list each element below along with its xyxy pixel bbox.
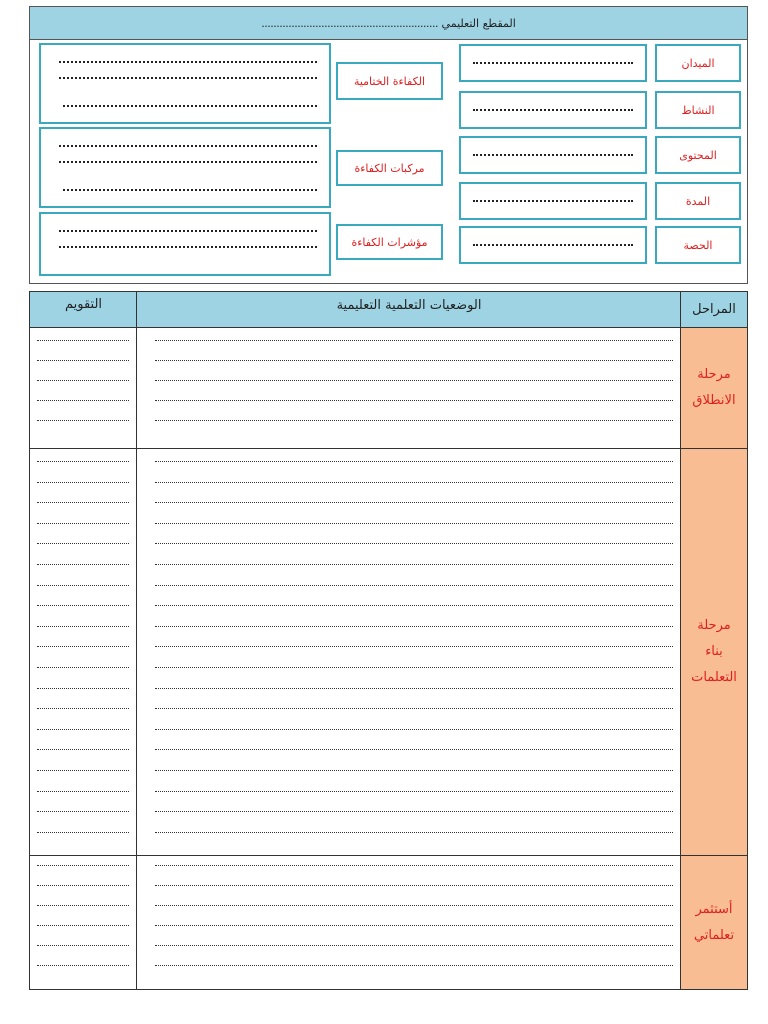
build-situations-area[interactable] [155,449,673,855]
header-evaluation: التقويم [64,296,103,312]
writing-line [155,400,673,401]
header-title-label: المقطع التعليمي [441,17,516,30]
competency-label-final: الكفاءة الختامية [336,62,443,100]
invest-situations-area[interactable] [155,856,673,989]
field-value-session[interactable] [459,226,647,264]
writing-line [37,585,129,586]
writing-line [155,865,673,866]
field-label-activity: النشاط [655,91,741,129]
writing-line [155,482,673,483]
header-title [30,7,747,40]
writing-line [155,564,673,565]
writing-line [155,626,673,627]
field-value-domain[interactable] [459,44,647,82]
writing-line [37,729,129,730]
writing-line [37,770,129,771]
stage-invest-learning: أستثمر تعلماتي [681,856,747,989]
writing-line [37,543,129,544]
writing-line [155,585,673,586]
writing-line [155,770,673,771]
writing-line [37,865,129,866]
header-title-dots: ........................................................... [261,17,439,30]
writing-line [155,420,673,421]
field-label-content: المحتوى [655,136,741,174]
writing-line [37,708,129,709]
writing-line [37,482,129,483]
writing-line [155,340,673,341]
writing-line [37,523,129,524]
competency-value-indicators[interactable] [39,212,331,276]
field-label-session: الحصة [655,226,741,264]
writing-line [37,667,129,668]
writing-line [155,885,673,886]
writing-line [37,400,129,401]
writing-line [37,564,129,565]
field-value-duration[interactable] [459,182,647,220]
writing-line [155,905,673,906]
header-stages: المراحل [692,302,736,317]
field-label-domain: الميدان [655,44,741,82]
writing-line [37,811,129,812]
writing-line [155,646,673,647]
writing-line [37,646,129,647]
writing-line [37,380,129,381]
writing-line [155,523,673,524]
writing-line [37,905,129,906]
invest-evaluation-area[interactable] [37,856,129,989]
writing-line [37,626,129,627]
field-label-duration: المدة [655,182,741,220]
writing-line [155,965,673,966]
header-situations: الوضعيات التعلمية التعليمية [336,297,482,313]
build-evaluation-area[interactable] [37,449,129,855]
writing-line [37,749,129,750]
writing-line [155,729,673,730]
field-value-activity[interactable] [459,91,647,129]
writing-line [155,688,673,689]
writing-line [155,360,673,361]
writing-line [37,885,129,886]
launch-evaluation-area[interactable] [37,327,129,448]
stage-build-learning: مرحلة بناء التعلمات [681,449,747,855]
writing-line [37,461,129,462]
writing-line [37,360,129,361]
writing-line [37,791,129,792]
writing-line [155,667,673,668]
writing-line [37,832,129,833]
writing-line [155,543,673,544]
writing-line [155,502,673,503]
writing-line [37,420,129,421]
writing-line [155,832,673,833]
writing-line [37,502,129,503]
stage-launch: مرحلة الانطلاق [681,327,747,448]
writing-line [155,791,673,792]
writing-line [37,965,129,966]
competency-label-components: مركبات الكفاءة [336,150,443,186]
competency-value-components[interactable] [39,127,331,208]
writing-line [37,925,129,926]
writing-line [155,925,673,926]
writing-line [37,605,129,606]
writing-line [155,605,673,606]
writing-line [155,461,673,462]
writing-line [155,708,673,709]
writing-line [37,945,129,946]
writing-line [155,811,673,812]
writing-line [155,380,673,381]
writing-line [37,688,129,689]
competency-label-indicators: مؤشرات الكفاءة [336,224,443,260]
launch-situations-area[interactable] [155,327,673,448]
field-value-content[interactable] [459,136,647,174]
writing-line [37,340,129,341]
writing-line [155,749,673,750]
competency-value-final[interactable] [39,43,331,124]
writing-line [155,945,673,946]
